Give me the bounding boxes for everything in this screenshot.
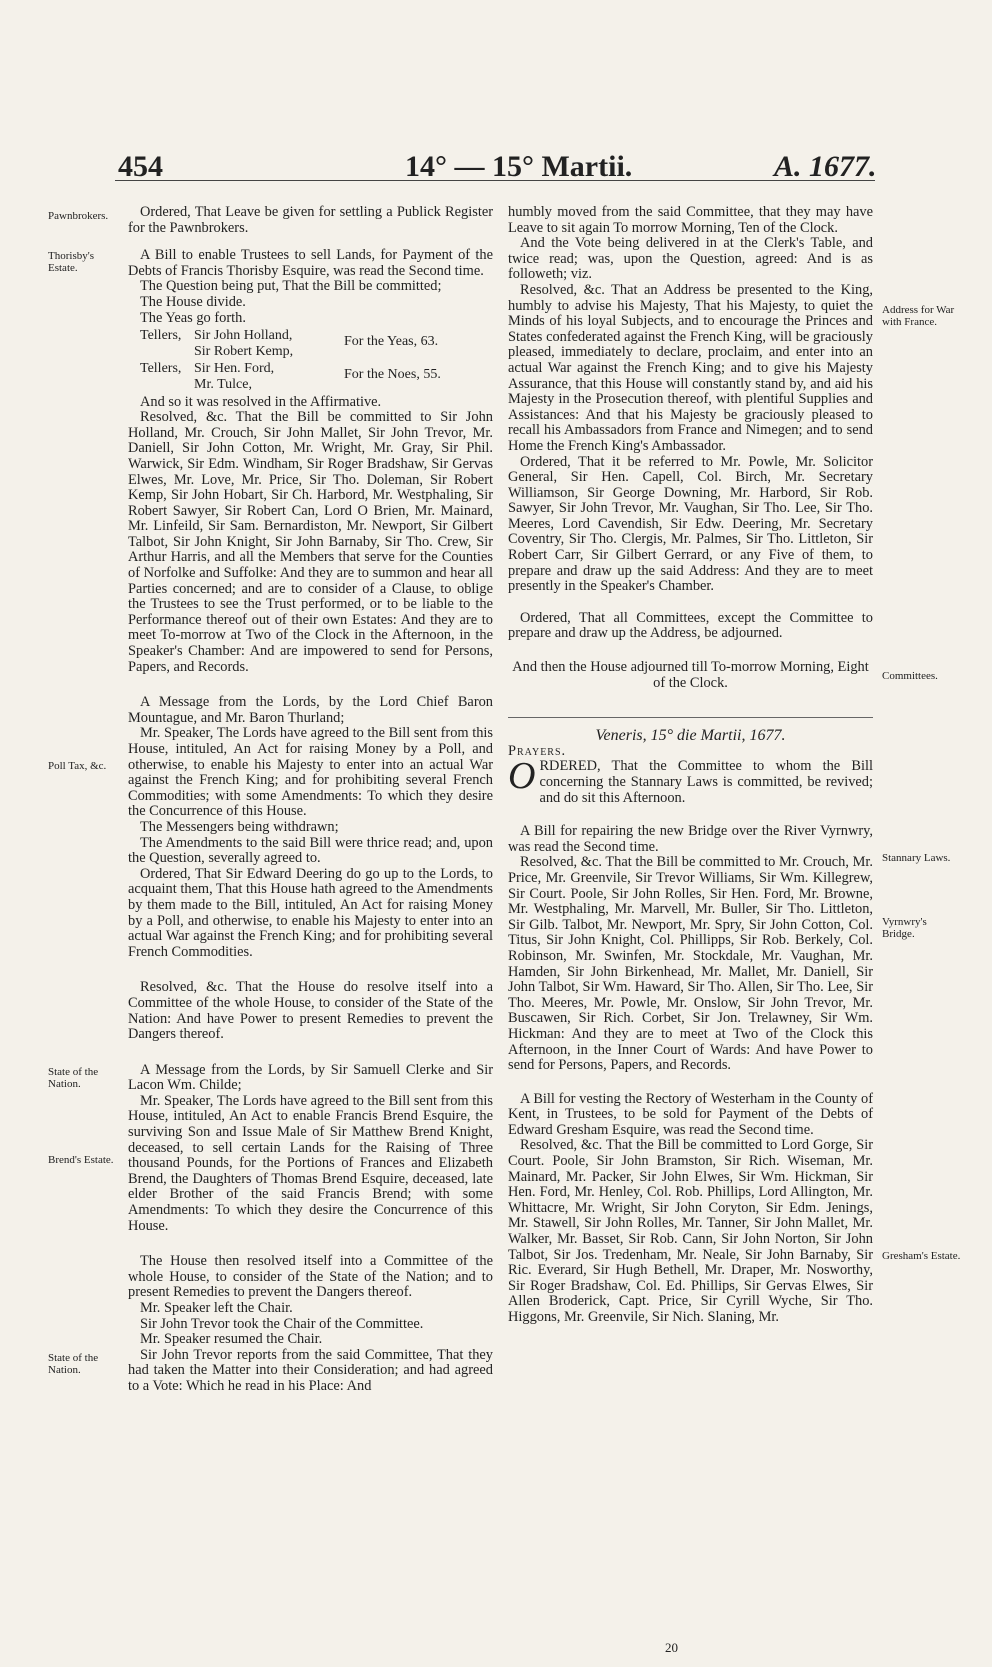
margin-note: Committees. [882, 670, 938, 682]
paragraph: The House divide. [140, 293, 246, 310]
teller-name: Sir Robert Kemp, [194, 343, 294, 359]
paragraph: humbly moved from the said Committee, that they may have Leave to sit again To morrow Morning, Ten of the Clock. [508, 204, 873, 236]
margin-note: Gresham's Estate. [882, 1250, 961, 1262]
paragraph: Mr. Speaker, The Lords have agreed to the Bill sent from this House, intituled, An Act for raising Money by a Poll, and otherwise, to enable his Majesty to enter into an actual War against the French King; and for prohibiting several French Commodities; with some Amendments: To which they desire the Concurrence of this House. [128, 725, 493, 820]
drop-cap: O [508, 755, 536, 798]
teller-names [194, 361, 344, 392]
margin-note: State of the Nation. [48, 1352, 99, 1376]
paragraph: Sir John Trevor reports from the said Committee, That they had taken the Matter into their Consideration; and had agreed to a Vote: Which he read in his Place: And [128, 1346, 493, 1394]
day-heading: Veneris, 15° die Martii, 1677. [595, 727, 786, 745]
page-number: 454 [118, 150, 163, 183]
paragraph: Sir John Trevor took the Chair of the Committee. [140, 1315, 424, 1332]
paragraph: Resolved, &c. That an Address be presented to the King, humbly to advise his Majesty, That his Majesty, to quiet the Minds of his loyal Subjects, and to encourage the Princes and States confederated against the French King, will be graciously pleased, immediately to declare, proclaim, and enter into an actual War against the French King; and to give his Majesty Assurance, that this House will constantly stand by, and aid his Majesty in the Prosecution thereof, with plentiful Supplies and Assistances: And that his Majesty be graciously pleased to recall his Ambassadors from France and Nimegen; and to send Home the French King's Ambassador. [508, 281, 873, 454]
page-header [0, 150, 992, 195]
paragraph: The Yeas go forth. [140, 309, 246, 326]
paragraph: Ordered, That Leave be given for settling a Publick Register for the Pawnbrokers. [128, 204, 493, 236]
teller-names [194, 328, 344, 359]
teller-name: Mr. Tulce, [194, 376, 252, 392]
adjournment: And then the House adjourned till To-morrow Morning, Eight of the Clock. [512, 659, 869, 691]
paragraph: And so it was resolved in the Affirmative. [140, 393, 382, 410]
paragraph: A Message from the Lords, by the Lord Chief Baron Mountague, and Mr. Baron Thurland; [128, 694, 493, 726]
tellers-label: Tellers, [140, 361, 182, 377]
paragraph: Mr. Speaker left the Chair. [140, 1300, 293, 1316]
tellers-noes [140, 361, 493, 392]
teller-name: Sir John Holland, [194, 328, 293, 344]
paragraph: Mr. Speaker, The Lords have agreed to the Bill sent from this House, intituled, An Act to enable Francis Brend Esquire, the surviving Son and Issue Male of Sir Matthew Brend Knight, deceased, to sell certain Lands for the Raising of Three thousand Pounds, for the Portions of Frances and Elizabeth Brend, the Daughters of Thomas Brend Esquire, deceased, late elder Brother of the said Francis Brend; with some Amendments: To which they desire the Concurrence of this House. [128, 1092, 493, 1234]
tellers-yeas [140, 328, 493, 359]
header-date: 14° — 15° Martii. [405, 150, 633, 183]
margin-note: Address for War with France. [882, 304, 955, 328]
prayers-heading: Prayers. [508, 742, 567, 759]
paragraph-text: RDERED, That the Committee to whom the Bill concerning the Stannary Laws is committed, be revived; and do sit this Afternoon. [539, 758, 873, 806]
paragraph: A Bill for repairing the new Bridge over the River Vyrnwry, was read the Second time. [508, 823, 873, 855]
paragraph: Ordered, That it be referred to Mr. Powle, Mr. Solicitor General, Sir Hen. Capell, Col. Birch, Mr. Secretary Williamson, Sir George Downing, Mr. Harbord, Sir Rob. Sawyer, Sir John Trevor, Mr. Vaughan, Sir Tho. Lee, Sir Tho. Meeres, Lord Cavendish, Sir Edw. Deering, Mr. Secretary Coventry, Sir Tho. Clergis, Mr. Palmes, Sir Tho. Littleton, Sir Robert Carr, Sir Gilbert Gerrard, or any Five of them, to prepare and draw up the said Address: And they are to meet presently in the Speaker's Chamber. [508, 453, 873, 595]
teller-vote: For the Noes, 55. [344, 367, 441, 383]
paragraph: A Message from the Lords, by Sir Samuell Clerke and Sir Lacon Wm. Childe; [128, 1061, 493, 1094]
margin-note: Stannary Laws. [882, 852, 951, 864]
paragraph: Resolved, &c. That the House do resolve itself into a Committee of the whole House, to consider of the State of the Nation: And have Power to present Remedies to prevent the Dangers thereof. [128, 979, 493, 1043]
margin-note: State of the Nation. [48, 1066, 99, 1090]
margin-note: Brend's Estate. [48, 1154, 114, 1166]
right-column [508, 205, 873, 1326]
margin-note: Thorisby's Estate. [48, 250, 94, 274]
paragraph: The Messengers being withdrawn; [140, 818, 339, 835]
paragraph: Resolved, &c. That the Bill be committed to Lord Gorge, Sir Court. Poole, Sir John Bramston, Sir Rich. Wiseman, Mr. Mainard, Mr. Packer, Sir John Elwes, Sir Wm. Hickman, Sir Hen. Ford, Mr. Henley, Col. Rob. Phillips, Lord Allington, Mr. Whittacre, Mr. Wright, Sir John Coryton, Sir Edm. Jenings, Mr. Stawell, Sir John Rolles, Mr. Tanner, Sir John Mallet, Mr. Walker, Mr. Basset, Sir Rob. Cann, Sir John Norton, Sir John Talbot, Sir Jos. Tredenham, Mr. Neale, Sir John Barnaby, Sir Ric. Everard, Sir Hugh Bethell, Mr. Draper, Mr. Nosworthy, Sir Roger Bradshaw, Col. Ed. Phillips, Sir Gervas Elwes, Sir Allen Broderick, Capt. Price, Sir Cyrill Wyche, Sir Tho. Higgons, Mr. Greenvile, Sir Nich. Slaning, Mr. [508, 1137, 873, 1325]
teller-name: Sir Hen. Ford, [194, 361, 275, 377]
paragraph [508, 755, 873, 806]
paragraph: Resolved, &c. That the Bill be committed to Mr. Crouch, Mr. Price, Mr. Greenvile, Sir Trevor Williams, Sir Wm. Killegrew, Sir Court. Poole, Sir John Rolles, Sir Hen. Ford, Mr. Browne, Mr. Westphaling, Mr. Marvell, Mr. Buller, Sir Tho. Littleton, Sir Gilb. Talbot, Mr. Newport, Mr. Spry, Sir John Cotton, Col. Titus, Sir John Knight, Col. Phillipps, Sir Rob. Berkely, Col. Robinson, Mr. Swinfen, Mr. Stockdale, Mr. Vaughan, Mr. Hamden, Sir John Birkenhead, Mr. Mallet, Mr. Daniell, Sir John Talbot, Sir Wm. Haward, Sir Tho. Allen, Sir Tho. Lee, Sir Tho. Meeres, Mr. Powle, Mr. Onslow, Sir John Trevor, Mr. Buscawen, Sir Rich. Corbet, Sir Jon. Trelawney, Sir Wm. Hickman: And they are to meet at Two of the Clock this Afternoon, in the Inner Court of Wards: And have Power to send for Persons, Papers, and Records. [508, 854, 873, 1074]
teller-vote: For the Yeas, 63. [344, 334, 439, 350]
left-column [128, 205, 493, 1395]
paragraph: A Bill for vesting the Rectory of Westerham in the County of Kent, in Trustees, to be sold for Payment of the Debts of Edward Gresham Esquire, was read the Second time. [508, 1090, 873, 1138]
paragraph: Ordered, That all Committees, except the Committee to prepare and draw up the Address, be adjourned. [508, 609, 873, 642]
margin-note: Vyrnwry's Bridge. [882, 916, 927, 940]
page-signature: 20 [665, 1640, 678, 1655]
paragraph: And the Vote being delivered in at the Clerk's Table, and twice read; was, upon the Question, agreed: And is as followeth; viz. [508, 235, 873, 283]
paragraph: Ordered, That Sir Edward Deering do go up to the Lords, to acquaint them, That this House hath agreed to the Amendments by them made to the Bill, intituled, An Act for raising Money by a Poll, and otherwise, to enable his Majesty to enter into an actual War against the French King; and for prohibiting several French Commodities. [128, 865, 494, 960]
section-rule [508, 717, 873, 718]
paragraph: The Amendments to the said Bill were thrice read; and, upon the Question, severally agreed to. [128, 834, 493, 867]
header-year: A. 1677. [774, 150, 877, 183]
header-rule [115, 180, 875, 181]
margin-note: Poll Tax, &c. [48, 760, 107, 772]
paragraph: Mr. Speaker resumed the Chair. [140, 1331, 323, 1348]
paragraph: The Question being put, That the Bill be committed; [140, 278, 442, 295]
paragraph: A Bill to enable Trustees to sell Lands, for Payment of the Debts of Francis Thorisby Esquire, was read the Second time. [128, 247, 493, 279]
margin-note: Pawnbrokers. [48, 210, 109, 222]
paragraph: Resolved, &c. That the Bill be committed to Sir John Holland, Mr. Crouch, Sir John Mallet, Sir John Trevor, Mr. Daniell, Sir John Cotton, Mr. Wright, Mr. Gray, Sir Phil. Warwick, Sir Edm. Windham, Sir Roger Bradshaw, Sir Gervas Elwes, Mr. Love, Mr. Price, Sir Tho. Doleman, Sir Robert Kemp, Sir John Hobart, Sir Ch. Harbord, Mr. Westphaling, Sir Robert Sawyer, Sir Robert Can, Lord O Brien, Mr. Mainard, Mr. Linfeild, Sir Sam. Bernardiston, Mr. Newport, Sir Gilbert Talbot, Sir John Knight, Sir John Barnaby, Sir Tho. Crew, Sir Arthur Harris, and all the Members that serve for the Counties of Norfolke and Suffolke: And they are to summon and hear all Parties concerned; and are to consider of a Clause, to oblige the Trustees to see the Trust performed, or to be liable to the Performance thereof out of their own Estates: And they are to meet To-morrow at Two of the Clock in the Afternoon, in the Speaker's Chamber: And are impowered to send for Persons, Papers, and Records. [128, 409, 493, 675]
tellers-label: Tellers, [140, 328, 182, 344]
paragraph: The House then resolved itself into a Committee of the whole House, to consider of the State of the Nation; and to present Remedies to prevent the Dangers thereof. [128, 1253, 493, 1301]
